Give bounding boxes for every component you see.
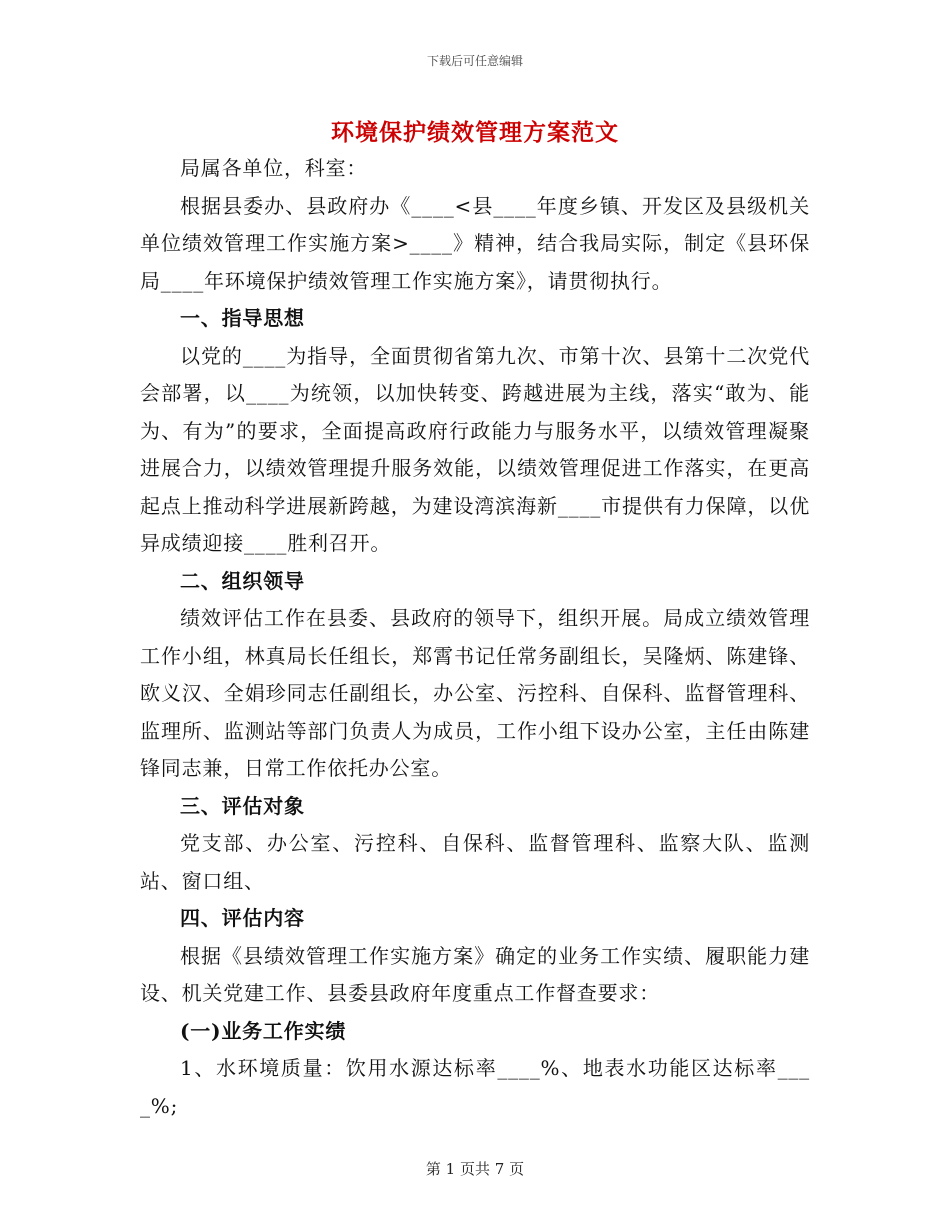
section-heading-evaluation-targets: 三、评估对象	[180, 793, 305, 818]
salutation: 局属各单位，科室：	[180, 156, 368, 180]
page-header: 下载后可任意编辑	[426, 54, 523, 68]
intro-paragraph: 根据县委办、县政府办《____<县____年度乡镇、开发区及县级机关单位绩效管理工作实施方案>____》精神，结合我局实际，制定《县环保局____年环境保护绩效管理工作实施方案》，请贯彻执行。	[140, 193, 810, 293]
list-item-water-quality: 1、水环境质量：饮用水源达标率____%、地表水功能区达标率____%;	[140, 1056, 810, 1118]
section-text-organization: 绩效评估工作在县委、县政府的领导下，组织开展。局成立绩效管理工作小组，林真局长任组长，郑霄书记任常务副组长，吴隆炳、陈建锋、欧义汉、全娟珍同志任副组长，办公室、污控科、自保科、监督管理科、监理所、监测站等部门负责人为成员，工作小组下设办公室，主任由陈建锋同志兼，日常工作依托办公室。	[140, 606, 810, 780]
section-text-evaluation-content: 根据《县绩效管理工作实施方案》确定的业务工作实绩、履职能力建设、机关党建工作、县委县政府年度重点工作督查要求：	[140, 943, 810, 1005]
document-body	[140, 150, 810, 1125]
subsection-heading-business-performance: (一)业务工作实绩	[180, 1018, 347, 1043]
section-heading-organization: 二、组织领导	[180, 568, 305, 593]
page-number: 第 1 页共 7 页	[425, 1160, 525, 1178]
section-heading-guiding-ideology: 一、指导思想	[180, 306, 305, 330]
section-heading-evaluation-content: 四、评估内容	[180, 906, 305, 930]
section-text-guiding-ideology: 以党的____为指导，全面贯彻省第九次、市第十次、县第十二次党代会部署，以____为统领，以加快转变、跨越进展为主线，落实“敢为、能为、有为”的要求，全面提高政府行政能力与服务水平，以绩效管理凝聚进展合力，以绩效管理提升服务效能，以绩效管理促进工作落实，在更高起点上推动科学进展新跨越，为建设湾滨海新____市提供有力保障，以优异成绩迎接____胜利召开。	[140, 343, 810, 555]
document-title: 环境保护绩效管理方案范文	[331, 119, 619, 146]
section-text-evaluation-targets: 党支部、办公室、污控科、自保科、监督管理科、监察大队、监测站、窗口组、	[140, 831, 810, 893]
